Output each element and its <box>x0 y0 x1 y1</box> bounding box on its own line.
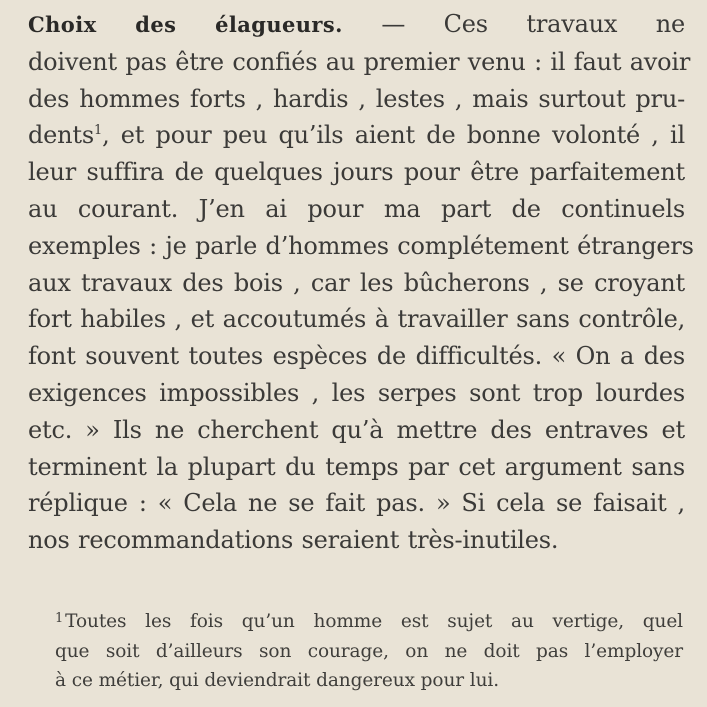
line-text: , et pour peu qu’ils aient de bonne volonté , il <box>102 121 685 150</box>
footnote <box>55 604 683 696</box>
line-text: dents <box>28 121 94 150</box>
text-line: au courant. J’en ai pour ma part de continuels <box>28 194 685 223</box>
text-line: fort habiles , et accoutumés à travailler sans contrôle, <box>28 305 685 334</box>
text-line <box>28 6 685 44</box>
footnote-line: que soit d’ailleurs son courage, on ne doit pas l’employer <box>55 640 683 662</box>
text-line: exigences impossibles , les serpes sont trop lourdes <box>28 378 685 407</box>
text-line: exemples : je parle d’hommes complétement étrangers <box>28 231 694 260</box>
footnote-line <box>55 604 683 637</box>
text-line: font souvent toutes espèces de difficultés. « On a des <box>28 342 685 371</box>
text-line: doivent pas être confiés au premier venu : il faut avoir <box>28 47 691 76</box>
text-line: des hommes forts , hardis , lestes , mais surtout pru- <box>28 84 685 113</box>
text-line: terminent la plupart du temps par cet argument sans <box>28 452 685 481</box>
footnote-reference: 1 <box>94 123 103 139</box>
main-paragraph <box>28 6 694 559</box>
section-heading: Choix des élagueurs. <box>28 12 343 37</box>
footnote-text: Toutes les fois qu’un homme est sujet au vertige, quel <box>65 611 683 632</box>
footnote-marker: 1 <box>55 611 64 626</box>
text-line: réplique : « Cela ne se fait pas. » Si cela se faisait , <box>28 489 685 518</box>
text-line: aux travaux des bois , car les bûcherons , se croyant <box>28 268 685 297</box>
text-line: leur suffira de quelques jours pour être parfaitement <box>28 158 685 187</box>
text-line <box>28 117 685 154</box>
line-text: — Ces travaux ne <box>381 10 686 38</box>
text-line: etc. » Ils ne cherchent qu’à mettre des entraves et <box>28 415 685 444</box>
footnote-line: à ce métier, qui deviendrait dangereux pour lui. <box>55 670 500 691</box>
text-line: nos recommandations seraient très-inutiles. <box>28 526 559 555</box>
